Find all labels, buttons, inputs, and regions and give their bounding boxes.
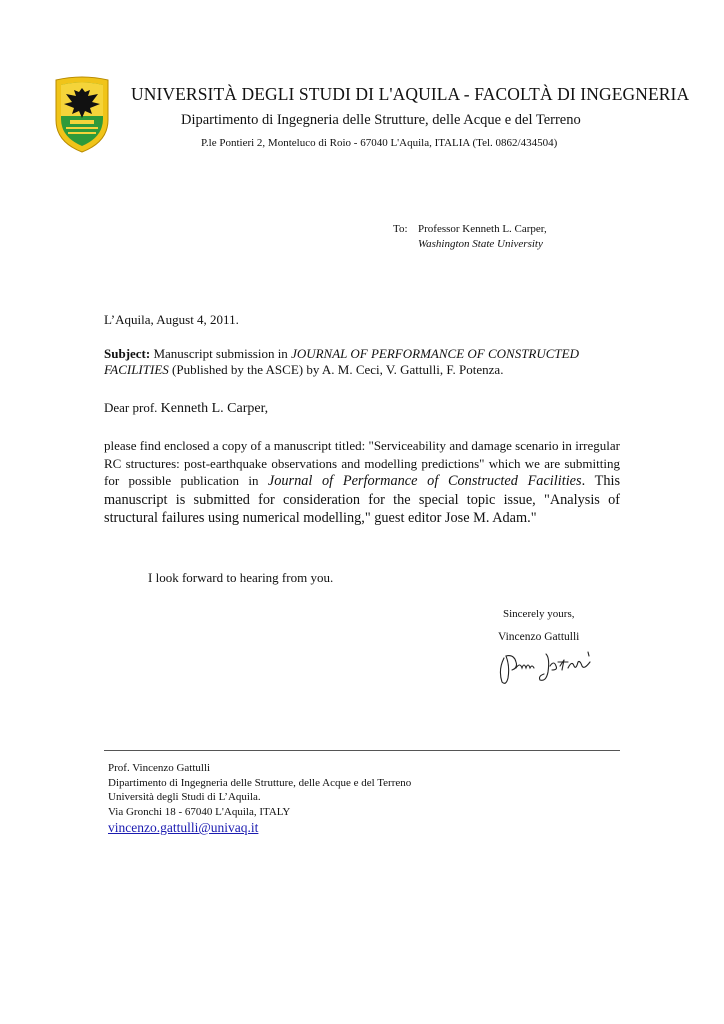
subject-journal: JOURNAL OF PERFORMANCE OF CONSTRUCTED FACILITIES xyxy=(104,346,579,377)
department-title: Dipartimento di Ingegneria delle Strutture, delle Acque e del Terreno xyxy=(181,112,581,128)
recipient-label: To: xyxy=(393,223,408,235)
university-crest-icon xyxy=(52,76,112,154)
greeting-name: Kenneth L. Carper, xyxy=(160,401,269,416)
body-text-1: please find enclosed a copy of a manuscript titled: "Serviceability and damage scenario in irregular RC structures: post-earthquake observations and modelling predictions" which we are submitting for possible publication in xyxy=(104,438,620,488)
recipient-name: Professor Kenneth L. Carper, xyxy=(418,223,547,235)
handwritten-signature xyxy=(494,648,596,688)
recipient-block xyxy=(393,222,547,252)
date-line: L’Aquila, August 4, 2011. xyxy=(104,312,239,327)
footer-email-link[interactable]: vincenzo.gattulli@univaq.it xyxy=(108,820,259,835)
body-paragraph xyxy=(104,437,620,528)
closing-line: I look forward to hearing from you. xyxy=(148,570,334,585)
subject-line xyxy=(104,346,624,378)
university-title: UNIVERSITÀ DEGLI STUDI DI L'AQUILA - FACOLTÀ DI INGEGNERIA xyxy=(131,84,690,104)
subject-text-2: (Published by the ASCE) by A. M. Ceci, V. Gattulli, F. Potenza. xyxy=(168,362,504,377)
footer-department: Dipartimento di Ingegneria delle Strutture, delle Acque e del Terreno xyxy=(108,776,412,789)
body-text-2: . This manuscript is submitted for consideration for the special topic issue, "Analysis of structural failures using numerical modelling," guest editor Jose M. Adam." xyxy=(104,473,621,526)
footer-name: Prof. Vincenzo Gattulli xyxy=(108,762,211,774)
subject-text-1: Manuscript submission in xyxy=(150,346,292,361)
signer-name: Vincenzo Gattulli xyxy=(498,631,580,643)
greeting-prefix: Dear prof. xyxy=(104,400,161,415)
body-journal: Journal of Performance of Constructed Facilities xyxy=(267,473,582,489)
subject-label: Subject: xyxy=(104,346,151,361)
sign-off: Sincerely yours, xyxy=(503,608,575,620)
footer-contact xyxy=(108,761,411,837)
recipient-affiliation: Washington State University xyxy=(418,238,543,250)
letterhead-address: P.le Pontieri 2, Monteluco di Roio - 67040 L'Aquila, ITALIA (Tel. 0862/434504) xyxy=(201,137,558,149)
footer-divider xyxy=(104,750,620,751)
footer-address: Via Gronchi 18 - 67040 L'Aquila, ITALY xyxy=(108,805,291,818)
greeting xyxy=(104,400,268,417)
footer-university: Università degli Studi di L’Aquila. xyxy=(108,791,261,803)
